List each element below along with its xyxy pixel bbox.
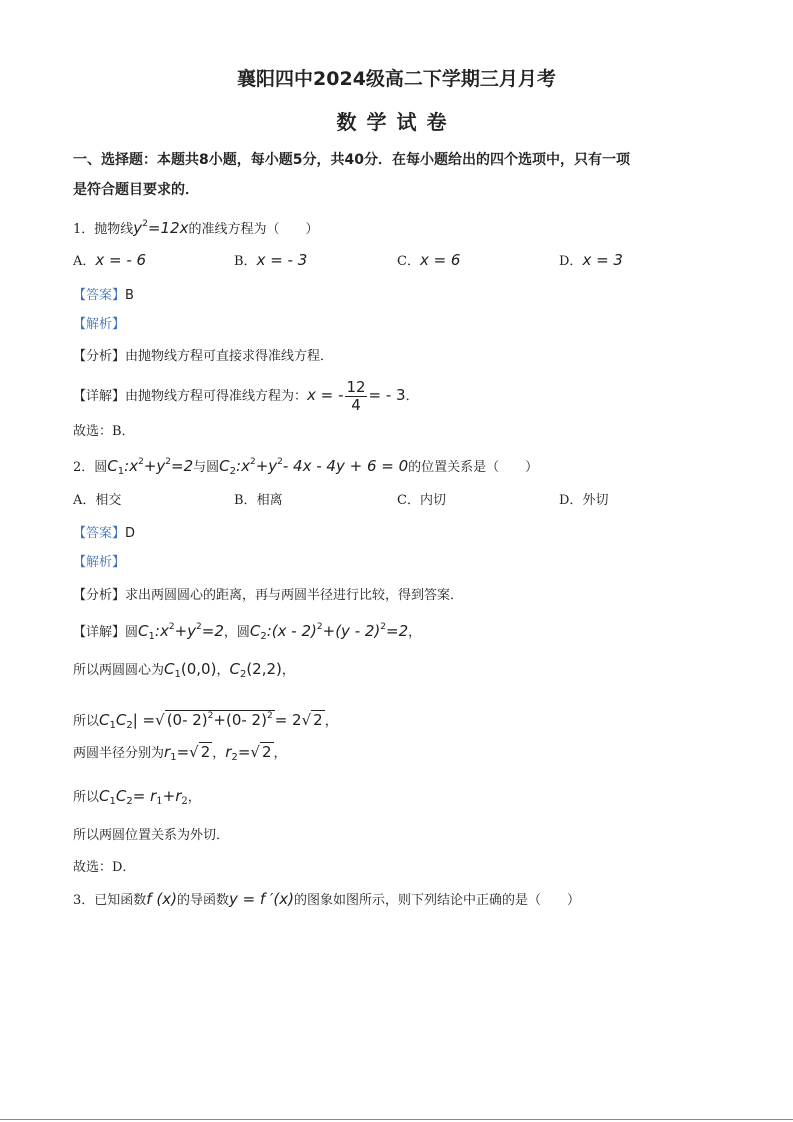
q2-centers: 所以两圆圆心为$C_1(0,0)$，$C_2(2,2)$， — [73, 660, 295, 680]
question-number: 1． — [73, 222, 95, 237]
math-expr: $y^2=12x$ — [133, 219, 189, 237]
question-text: 的准线方程为（ ） — [188, 222, 319, 237]
q2-fenxi: 【分析】求出两圆圆心的距离，再与两圆半径进行比较，得到答案． — [73, 588, 464, 603]
q2-option-c: C．内切 — [397, 493, 446, 508]
question-text: 抛物线 — [94, 222, 134, 237]
q2-radii: 两圆半径分别为$r_1=√$ 2 ，$r_2=√$ 2 ， — [73, 743, 287, 763]
question-3: 3．已知函数f (x)的导函数y = f ′(x)的图象如图所示，则下列结论中正确的是（ ） — [73, 890, 580, 908]
q2-option-a: A．相交 — [73, 493, 122, 508]
section-heading-line1: 一、选择题：本题共8小题，每小题5分，共40分．在每小题给出的四个选项中，只有一项 — [73, 152, 630, 168]
q2-guxuan: 故选：D． — [73, 860, 136, 875]
q2-answer: 【答案】D — [73, 526, 136, 541]
q1-analysis-tag: 【解析】 — [73, 317, 126, 332]
q1-option-a: A．x = - 6 — [73, 251, 147, 269]
fraction: $\frac{12}{4}$ — [346, 378, 366, 414]
q2-option-b: B．相离 — [234, 493, 283, 508]
section-heading-line2: 是符合题目要求的． — [73, 182, 199, 198]
q1-xiangjie: 【详解】由抛物线方程可得准线方程为：x = - $\frac{12}{4}$ = - 3． — [73, 378, 419, 414]
question-2: 2．圆$C_1:x^2+y^2=2$与圆$C_2:x^2+y^2-$ 4x - 4y + 6 = 0的位置关系是（ ） — [73, 457, 539, 477]
q1-guxuan: 故选：B． — [73, 424, 135, 439]
q1-option-c: C．x = 6 — [397, 251, 461, 269]
question-1 — [73, 214, 318, 240]
q2-conclusion-eq: 所以$C_1C_2= r_1+r_2$， — [73, 787, 201, 807]
q2-conclusion: 所以两圆位置关系为外切． — [73, 828, 230, 843]
q1-fenxi: 【分析】由抛物线方程可直接求得准线方程． — [73, 349, 334, 364]
q1-answer: 【答案】B — [73, 288, 134, 303]
q1-option-b: B．x = - 3 — [234, 251, 308, 269]
page-bottom-rule — [0, 1119, 793, 1120]
page-subtitle: 数学试卷 — [336, 110, 457, 134]
q1-option-d: D．x = 3 — [559, 251, 623, 269]
q2-option-d: D．外切 — [559, 493, 609, 508]
q2-xiangjie: 【详解】圆$C_1:x^2+y^2=2$，圆$C_2:(x - 2)^2+(y - 2)^2=2$， — [73, 622, 422, 642]
q2-analysis-tag: 【解析】 — [73, 555, 126, 570]
page-title: 襄阳四中2024级高二下学期三月月考 — [237, 68, 556, 90]
q2-distance: 所以$C_1C_2|$ =√ (0- 2)$^2$+(0- 2)$^2$ = 2√ 2 ， — [73, 711, 338, 731]
